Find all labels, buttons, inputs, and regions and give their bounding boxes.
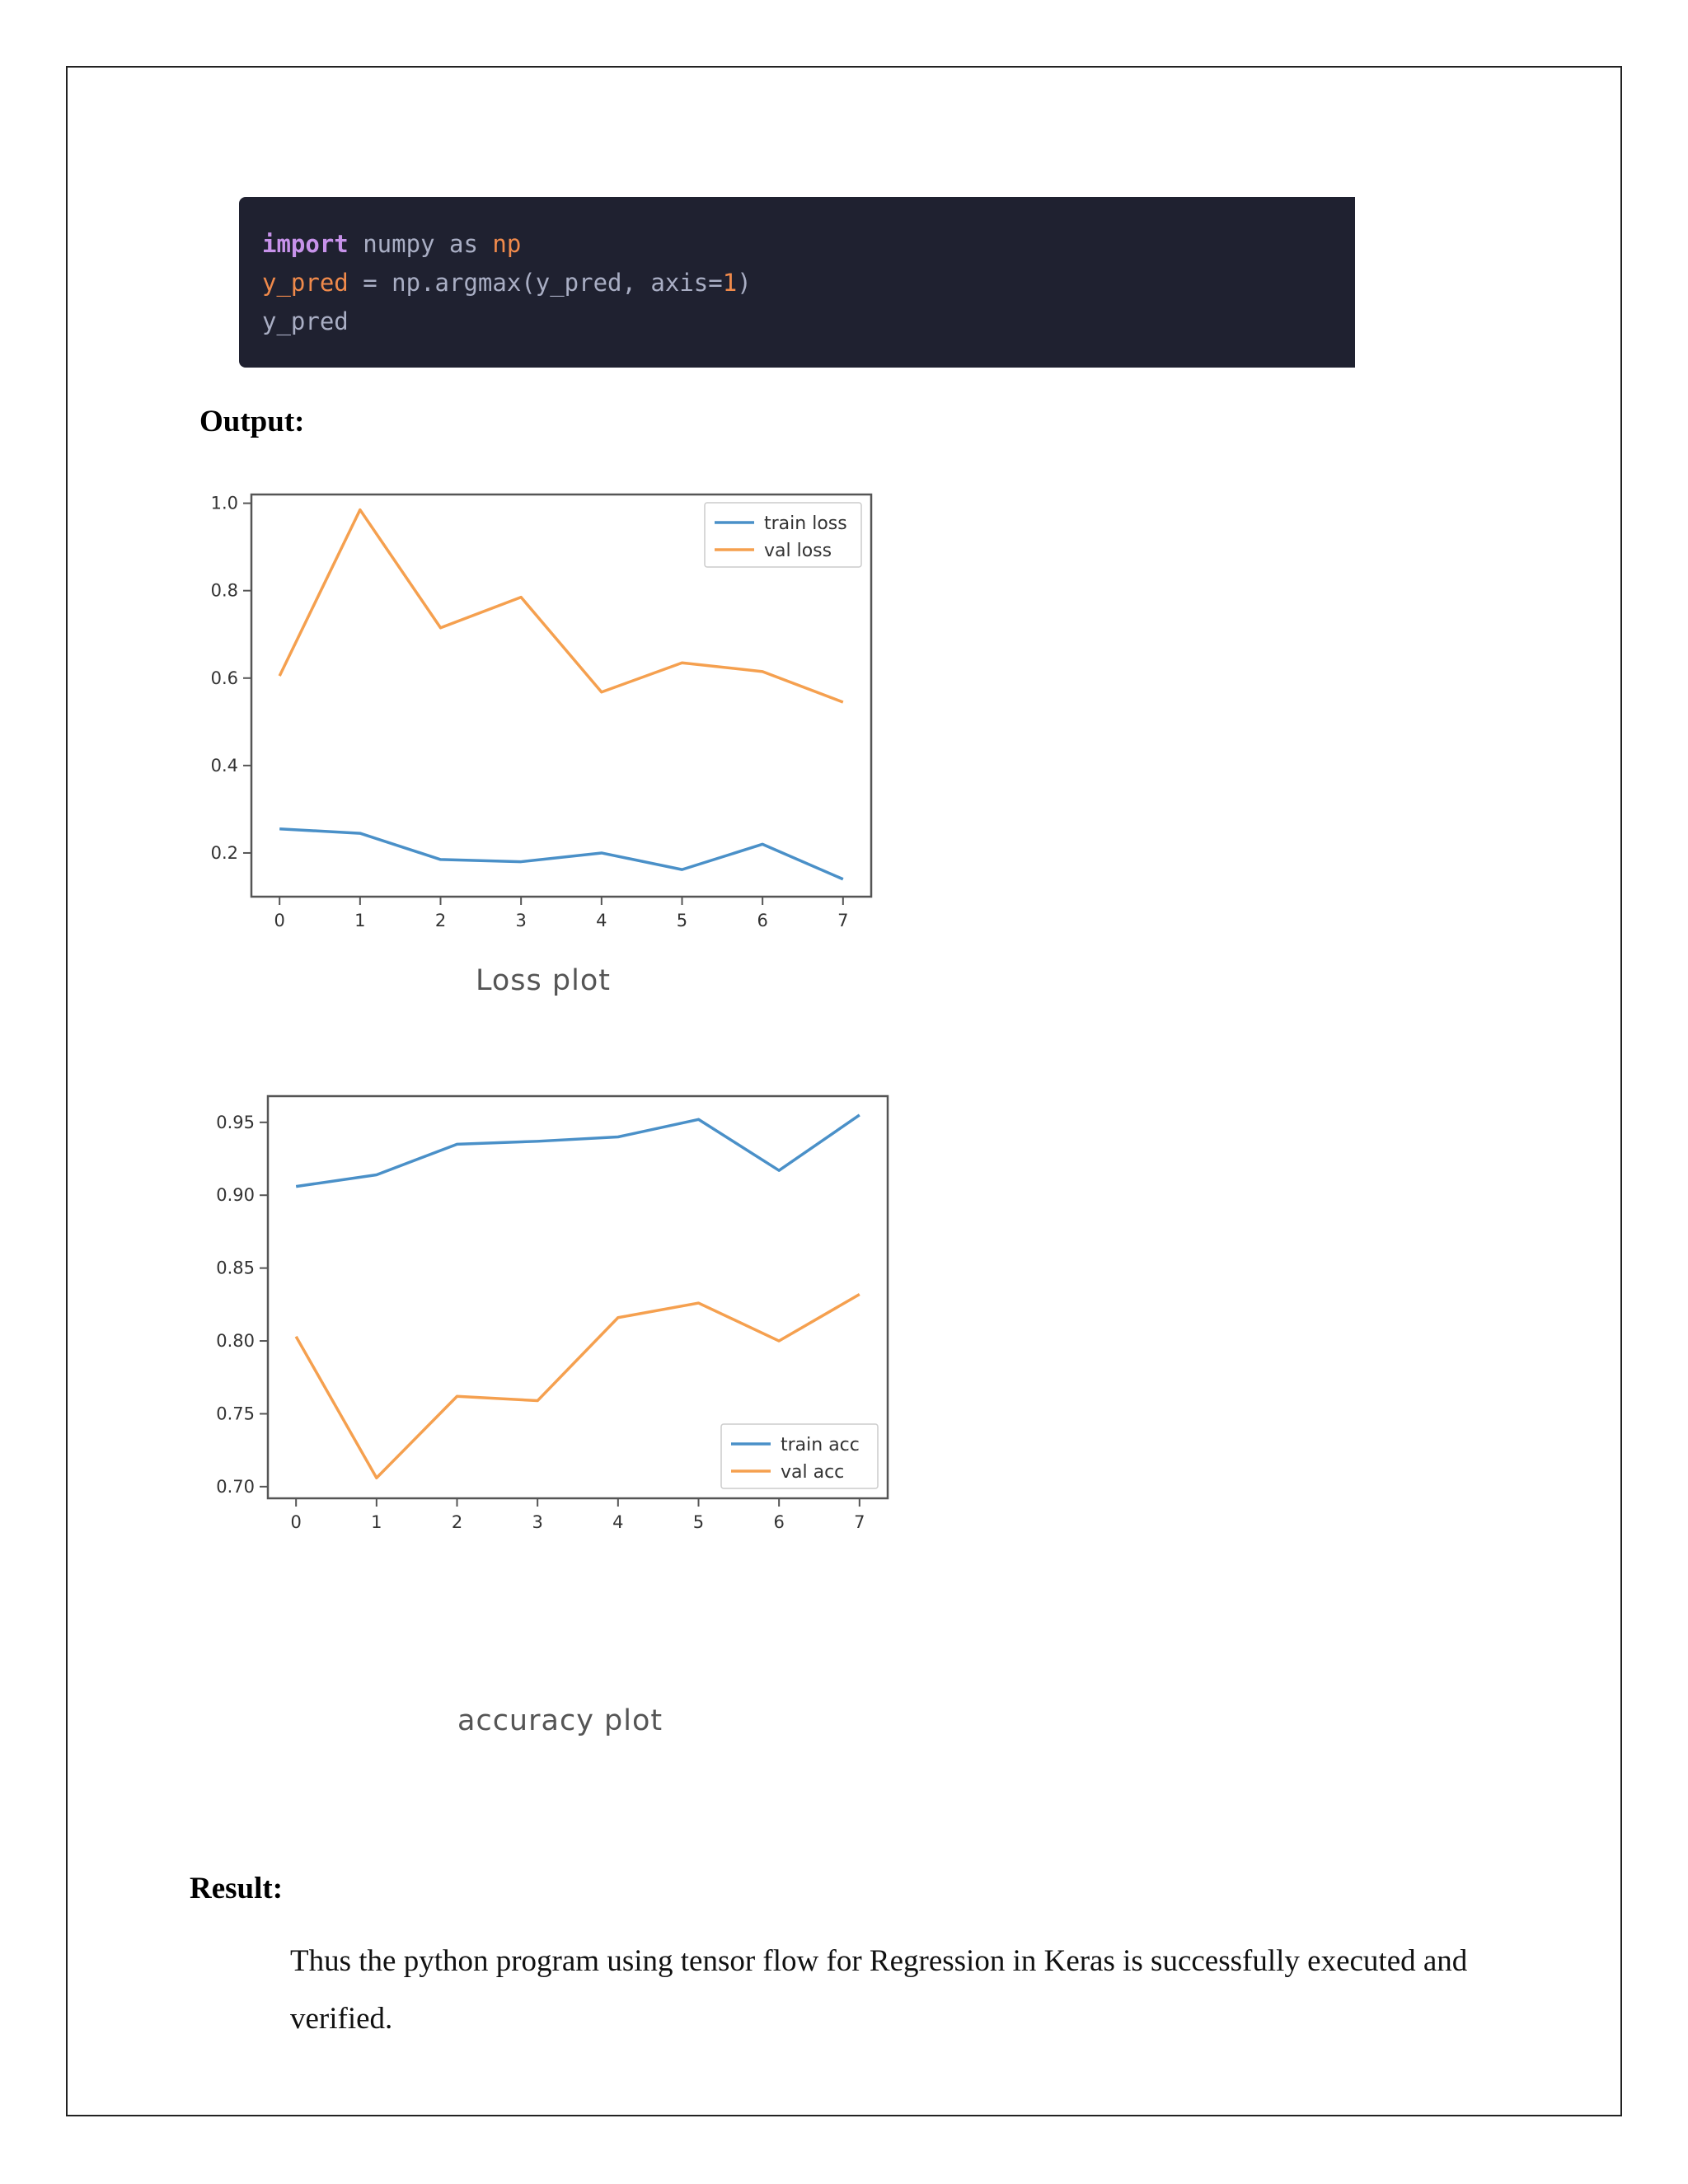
x-tick-label: 7 <box>854 1512 865 1532</box>
x-tick-label: 5 <box>676 911 688 930</box>
output-heading: Output: <box>199 405 305 438</box>
y-tick-label: 0.85 <box>216 1258 255 1278</box>
x-tick-label: 0 <box>274 911 285 930</box>
legend-label: val acc <box>781 1462 845 1483</box>
y-tick-label: 0.4 <box>210 755 238 776</box>
x-tick-label: 4 <box>612 1512 624 1532</box>
y-tick-label: 0.95 <box>216 1112 255 1132</box>
legend-label: train loss <box>764 513 847 534</box>
x-tick-label: 6 <box>773 1512 785 1532</box>
y-tick-label: 0.2 <box>210 842 238 863</box>
x-tick-label: 6 <box>757 911 768 930</box>
code-line-2 <box>262 264 1355 302</box>
legend-label: train acc <box>781 1435 860 1455</box>
code-number: 1 <box>722 269 738 297</box>
code-block <box>239 197 1355 368</box>
code-variable: y_pred <box>262 269 349 297</box>
x-tick-label: 0 <box>290 1512 302 1532</box>
result-paragraph: Thus the python program using tensor flow for Regression in Keras is successfully executed and verified. <box>290 1944 1468 2036</box>
y-tick-label: 1.0 <box>210 493 238 513</box>
accuracy-caption: accuracy plot <box>457 1704 663 1737</box>
y-tick-label: 0.70 <box>216 1476 255 1497</box>
code-text: numpy as <box>348 230 493 258</box>
y-tick-label: 0.80 <box>216 1331 255 1352</box>
x-tick-label: 1 <box>371 1512 382 1532</box>
x-tick-label: 3 <box>532 1512 543 1532</box>
y-tick-label: 0.8 <box>210 580 238 601</box>
y-tick-label: 0.6 <box>210 668 238 688</box>
x-tick-label: 5 <box>692 1512 705 1532</box>
y-tick-label: 0.75 <box>216 1404 255 1424</box>
x-tick-label: 7 <box>837 911 849 930</box>
legend-label: val loss <box>764 541 832 561</box>
x-tick-label: 2 <box>451 1512 463 1532</box>
code-keyword: import <box>262 230 349 258</box>
x-tick-label: 3 <box>515 911 527 930</box>
code-line-1 <box>262 225 1355 264</box>
result-heading: Result: <box>190 1872 284 1905</box>
y-tick-label: 0.90 <box>216 1185 255 1206</box>
loss-caption: Loss plot <box>476 964 611 997</box>
accuracy-chart <box>206 1088 915 1549</box>
loss-chart <box>190 486 898 948</box>
series-line-train-loss <box>279 829 843 879</box>
code-alias: np <box>492 230 522 258</box>
x-tick-label: 1 <box>354 911 366 930</box>
x-tick-label: 4 <box>596 911 607 930</box>
code-text: ) <box>737 269 752 297</box>
code-text: = np.argmax(y_pred, axis= <box>348 269 723 297</box>
series-line-train-acc <box>296 1115 860 1187</box>
code-line-3: y_pred <box>262 307 349 335</box>
x-tick-label: 2 <box>434 911 447 930</box>
